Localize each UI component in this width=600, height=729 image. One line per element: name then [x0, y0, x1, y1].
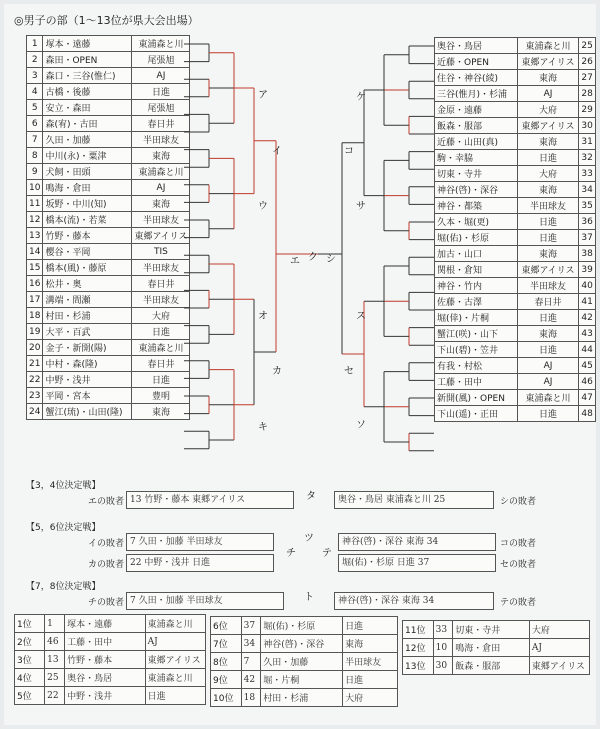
entry-no: 24: [27, 404, 43, 420]
entry-no: 19: [27, 324, 43, 340]
bracket-label-a: ア: [258, 90, 268, 101]
sec56-row1-box: 7 久田・加藤 半田球友: [126, 533, 274, 551]
result-row: [211, 653, 398, 671]
page-title: ◎男子の部（1～13位が県大会出場）: [14, 14, 199, 27]
result-name: 鳴海・倉田: [453, 639, 530, 657]
entry-club: 日進: [132, 372, 190, 388]
entry-no: 8: [27, 148, 43, 164]
bracket-lines: [4, 4, 596, 474]
entry-no: 20: [27, 340, 43, 356]
entry-players: 近藤・山田(真): [435, 134, 518, 150]
entry-club: 半田球友: [132, 292, 190, 308]
entry-club: 春日井: [132, 276, 190, 292]
entry-no: 31: [579, 134, 596, 150]
bracket-label-i: イ: [272, 146, 282, 157]
result-no: 34: [241, 635, 261, 653]
entry-no: 12: [27, 212, 43, 228]
entry-club: 東郷アイリス: [132, 228, 190, 244]
entry-no: 18: [27, 308, 43, 324]
result-no: 25: [45, 669, 65, 687]
entry-club: 豊明: [132, 388, 190, 404]
sec56-mid2: ツ: [304, 533, 314, 544]
entry-no: 1: [27, 36, 43, 52]
sec56-row2-box: 22 中野・浅井 日進: [126, 554, 274, 572]
entry-players: 松井・奥: [43, 276, 132, 292]
result-club: 東浦森と川: [145, 669, 205, 687]
entry-no: 15: [27, 260, 43, 276]
entry-club: AJ: [517, 86, 578, 102]
result-club: 日進: [343, 671, 398, 689]
entry-club: 東海: [517, 182, 578, 198]
entry-club: 東郷アイリス: [517, 54, 578, 70]
entry-players: 森田・OPEN: [43, 52, 132, 68]
entry-club: 半田球友: [132, 260, 190, 276]
bracket-label-se: セ: [344, 366, 354, 377]
entry-club: 大府: [517, 102, 578, 118]
result-no: 13: [45, 651, 65, 669]
entry-no: 48: [579, 406, 596, 422]
result-name: 村田・杉浦: [261, 689, 343, 707]
entry-no: 26: [579, 54, 596, 70]
result-no: 1: [45, 615, 65, 633]
sec34-right-box: 奥谷・鳥居 東浦森と川 25: [334, 491, 494, 509]
result-name: 塚本・遠藤: [65, 615, 146, 633]
result-rank: 7位: [211, 635, 242, 653]
entry-club: 日進: [517, 342, 578, 358]
bracket-label-ka: カ: [272, 366, 282, 377]
bracket-label-o: オ: [258, 311, 268, 322]
entry-no: 46: [579, 374, 596, 390]
entry-no: 37: [579, 230, 596, 246]
entry-players: 橋本(風)・藤原: [43, 260, 132, 276]
bracket-label-sa: サ: [356, 201, 366, 212]
bracket-label-so: ソ: [356, 420, 366, 431]
entry-club: 東浦森と川: [132, 36, 190, 52]
result-no: 42: [241, 671, 261, 689]
entry-players: 関根・倉知: [435, 262, 518, 278]
sec56-row1-right-box: 神谷(啓)・深谷 東海 34: [338, 533, 496, 551]
result-row: [211, 635, 398, 653]
bracket-label-ke: ケ: [356, 92, 366, 103]
result-name: 奥谷・鳥居: [65, 669, 146, 687]
result-rank: 12位: [403, 639, 434, 657]
entry-club: 東海: [517, 70, 578, 86]
entry-no: 40: [579, 278, 596, 294]
result-name: 飯森・服部: [453, 657, 530, 675]
entry-players: 堀(佑)・杉原: [435, 230, 518, 246]
bracket-label-u: ウ: [258, 201, 268, 212]
entry-no: 23: [27, 388, 43, 404]
entry-no: 16: [27, 276, 43, 292]
result-no: 7: [241, 653, 261, 671]
entry-club: 半田球友: [132, 132, 190, 148]
entry-club: 半田球友: [132, 212, 190, 228]
entry-no: 4: [27, 84, 43, 100]
entry-no: 36: [579, 214, 596, 230]
result-name: 堀・片桐: [261, 671, 343, 689]
entry-no: 38: [579, 246, 596, 262]
result-club: 大府: [529, 621, 589, 639]
result-row: [15, 687, 206, 705]
bracket-label-shi: シ: [326, 254, 336, 265]
sec34-left-box: 13 竹野・藤本 東郷アイリス: [126, 491, 294, 509]
entry-no: 28: [579, 86, 596, 102]
result-club: AJ: [529, 639, 589, 657]
result-row: [211, 671, 398, 689]
result-club: 大府: [343, 689, 398, 707]
result-rank: 4位: [15, 669, 45, 687]
entry-players: 神谷・竹内: [435, 278, 518, 294]
entry-players: 古橋・後藤: [43, 84, 132, 100]
sec56-row2-right-label: セの敗者: [500, 560, 537, 570]
result-row: [15, 669, 206, 687]
sec56-row1-label: イの敗者: [88, 539, 125, 549]
entry-no: 27: [579, 70, 596, 86]
result-club: 東海: [343, 635, 398, 653]
entry-club: AJ: [132, 68, 190, 84]
entry-players: 森(宥)・古田: [43, 116, 132, 132]
entry-players: 金子・新開(陽): [43, 340, 132, 356]
entry-club: 大府: [132, 308, 190, 324]
entry-club: 春日井: [132, 356, 190, 372]
entry-players: 樱谷・平岡: [43, 244, 132, 260]
entry-club: 東海: [132, 404, 190, 420]
entry-club: 東浦森と川: [132, 340, 190, 356]
entry-no: 29: [579, 102, 596, 118]
result-club: 東郷アイリス: [529, 657, 589, 675]
entry-players: 森口・三谷(惟仁): [43, 68, 132, 84]
result-club: 日進: [343, 617, 398, 635]
entry-players: 蟹江(咲)・山下: [435, 326, 518, 342]
sec34-right-label: シの敗者: [500, 497, 537, 507]
entry-players: 坂野・中川(知): [43, 196, 132, 212]
result-name: 堀(佑)・杉原: [261, 617, 343, 635]
entry-no: 6: [27, 116, 43, 132]
result-club: 東浦森と川: [145, 615, 205, 633]
entry-players: 近藤・OPEN: [435, 54, 518, 70]
result-rank: 2位: [15, 633, 45, 651]
entry-club: 春日井: [132, 116, 190, 132]
entry-players: 有我・村松: [435, 358, 518, 374]
entry-no: 45: [579, 358, 596, 374]
entry-club: TIS: [132, 244, 190, 260]
result-club: 日進: [145, 687, 205, 705]
entry-players: 住谷・神谷(綾): [435, 70, 518, 86]
result-rank: 10位: [211, 689, 242, 707]
entry-players: 金原・遠藤: [435, 102, 518, 118]
entry-players: 下山(遥)・正田: [435, 406, 518, 422]
entry-no: 47: [579, 390, 596, 406]
entry-players: 三谷(惟月)・杉浦: [435, 86, 518, 102]
result-row: [403, 621, 590, 639]
entry-players: 堀(倖)・片桐: [435, 310, 518, 326]
entry-club: 東海: [132, 196, 190, 212]
result-row: [15, 633, 206, 651]
entry-no: 3: [27, 68, 43, 84]
entry-club: 日進: [517, 230, 578, 246]
result-no: 22: [45, 687, 65, 705]
entry-club: 日進: [517, 310, 578, 326]
entry-players: 村田・杉浦: [43, 308, 132, 324]
sec78-row-label: チの敗者: [88, 598, 125, 608]
result-rank: 5位: [15, 687, 45, 705]
sec78-right-box: 神谷(啓)・深谷 東海 34: [334, 592, 494, 610]
entry-no: 22: [27, 372, 43, 388]
entry-club: 尾張旭: [132, 52, 190, 68]
entry-players: 平岡・宮本: [43, 388, 132, 404]
entry-club: 尾張旭: [132, 100, 190, 116]
entry-players: 久田・加藤: [43, 132, 132, 148]
section-5-6-heading: 【5，6位決定戦】: [26, 523, 101, 533]
entry-no: 42: [579, 310, 596, 326]
result-row: [15, 615, 206, 633]
sec56-row2-right-box: 堀(佑)・杉原 日進 37: [338, 554, 496, 572]
tournament-sheet: [4, 4, 596, 725]
entry-players: 工藤・田中: [435, 374, 518, 390]
entry-players: 久本・堀(更): [435, 214, 518, 230]
entry-no: 14: [27, 244, 43, 260]
result-club: 半田球友: [343, 653, 398, 671]
result-rank: 3位: [15, 651, 45, 669]
result-no: 33: [433, 621, 453, 639]
entry-players: 佐藤・古澤: [435, 294, 518, 310]
entry-no: 32: [579, 150, 596, 166]
entry-no: 11: [27, 196, 43, 212]
results-11-13: [402, 620, 590, 675]
result-row: [403, 639, 590, 657]
result-name: 工藤・田中: [65, 633, 146, 651]
results-1-5: [14, 614, 206, 705]
sec78-mid-label: ト: [304, 592, 314, 603]
result-name: 中野・浅井: [65, 687, 146, 705]
sec56-mid3: テ: [322, 548, 332, 559]
entry-players: 加古・山口: [435, 246, 518, 262]
entry-club: 東海: [132, 148, 190, 164]
entry-club: AJ: [517, 358, 578, 374]
entry-players: 塚本・遠藤: [43, 36, 132, 52]
entry-players: 橋本(流)・若菜: [43, 212, 132, 228]
entry-club: 東浦森と川: [517, 38, 578, 54]
entry-players: 竹野・藤本: [43, 228, 132, 244]
results-6-10: [210, 616, 398, 707]
entry-club: 半田球友: [517, 198, 578, 214]
section-3-4-heading: 【3，4位決定戦】: [26, 481, 101, 491]
entry-players: 中川(永)・粟津: [43, 148, 132, 164]
entry-club: AJ: [132, 180, 190, 196]
result-no: 18: [241, 689, 261, 707]
entry-players: 鳴海・倉田: [43, 180, 132, 196]
bracket-label-ko: コ: [344, 146, 354, 157]
entry-players: 駒・幸脇: [435, 150, 518, 166]
entry-club: 東海: [517, 326, 578, 342]
result-rank: 11位: [403, 621, 434, 639]
entry-players: 下山(碧)・笠井: [435, 342, 518, 358]
entry-no: 39: [579, 262, 596, 278]
entry-no: 7: [27, 132, 43, 148]
entry-no: 13: [27, 228, 43, 244]
entry-players: 中村・森(隆): [43, 356, 132, 372]
entry-club: 東郷アイリス: [517, 118, 578, 134]
entry-no: 21: [27, 356, 43, 372]
entry-no: 9: [27, 164, 43, 180]
entry-no: 35: [579, 198, 596, 214]
sec56-row2-label: カの敗者: [88, 560, 125, 570]
bracket-label-e: エ: [290, 256, 300, 267]
entry-club: 春日井: [517, 294, 578, 310]
entry-no: 44: [579, 342, 596, 358]
bracket-label-ki: キ: [258, 422, 268, 433]
entry-club: 日進: [132, 84, 190, 100]
entry-no: 25: [579, 38, 596, 54]
entry-club: 日進: [517, 214, 578, 230]
entry-club: 日進: [132, 324, 190, 340]
bracket-label-ku: ク: [308, 252, 318, 263]
sec56-row1-right-label: コの敗者: [500, 539, 537, 549]
sec78-left-box: 7 久田・加藤 半田球友: [126, 592, 284, 610]
result-club: AJ: [145, 633, 205, 651]
section-7-8-heading: 【7，8位決定戦】: [26, 582, 101, 592]
entry-no: 33: [579, 166, 596, 182]
result-no: 10: [433, 639, 453, 657]
result-no: 30: [433, 657, 453, 675]
entry-no: 10: [27, 180, 43, 196]
result-rank: 1位: [15, 615, 45, 633]
result-name: 神谷(啓)・深谷: [261, 635, 343, 653]
entry-club: 大府: [517, 166, 578, 182]
entry-club: 東浦森と川: [132, 164, 190, 180]
entry-no: 34: [579, 182, 596, 198]
entry-players: 飯森・服部: [435, 118, 518, 134]
result-row: [211, 689, 398, 707]
result-club: 東郷アイリス: [145, 651, 205, 669]
entry-club: 東海: [517, 246, 578, 262]
entry-club: AJ: [517, 374, 578, 390]
result-name: 竹野・藤本: [65, 651, 146, 669]
bracket-label-su: ス: [356, 311, 366, 322]
entry-players: 安立・森田: [43, 100, 132, 116]
entry-club: 日進: [517, 150, 578, 166]
entry-club: 東浦森と川: [517, 390, 578, 406]
result-row: [211, 617, 398, 635]
entry-players: 大平・百武: [43, 324, 132, 340]
result-row: [15, 651, 206, 669]
entry-club: 東郷アイリス: [517, 262, 578, 278]
entry-no: 17: [27, 292, 43, 308]
entry-club: 日進: [517, 406, 578, 422]
result-rank: 6位: [211, 617, 242, 635]
entry-players: 奥谷・鳥居: [435, 38, 518, 54]
entry-club: 半田球友: [517, 278, 578, 294]
entry-club: 東海: [517, 134, 578, 150]
entry-players: 中野・浅井: [43, 372, 132, 388]
entry-no: 30: [579, 118, 596, 134]
sec34-row-label: エの敗者: [88, 497, 125, 507]
result-no: 37: [241, 617, 261, 635]
result-rank: 13位: [403, 657, 434, 675]
entry-players: 蟹江(琉)・山田(隆): [43, 404, 132, 420]
result-rank: 8位: [211, 653, 242, 671]
result-no: 46: [45, 633, 65, 651]
entry-players: 神谷・都築: [435, 198, 518, 214]
entry-no: 41: [579, 294, 596, 310]
sec78-right-label: テの敗者: [500, 598, 537, 608]
result-name: 久田・加藤: [261, 653, 343, 671]
result-name: 切東・寺井: [453, 621, 530, 639]
result-row: [403, 657, 590, 675]
entry-players: 神谷(啓)・深谷: [435, 182, 518, 198]
entry-no: 5: [27, 100, 43, 116]
entry-players: 犬飼・田頭: [43, 164, 132, 180]
result-rank: 9位: [211, 671, 242, 689]
entry-no: 43: [579, 326, 596, 342]
entry-players: 切東・寺井: [435, 166, 518, 182]
entry-players: 溝端・間瀬: [43, 292, 132, 308]
sec56-mid1: チ: [286, 548, 296, 559]
entry-players: 新開(風)・OPEN: [435, 390, 518, 406]
entry-no: 2: [27, 52, 43, 68]
sec34-mid-label: タ: [306, 491, 316, 502]
